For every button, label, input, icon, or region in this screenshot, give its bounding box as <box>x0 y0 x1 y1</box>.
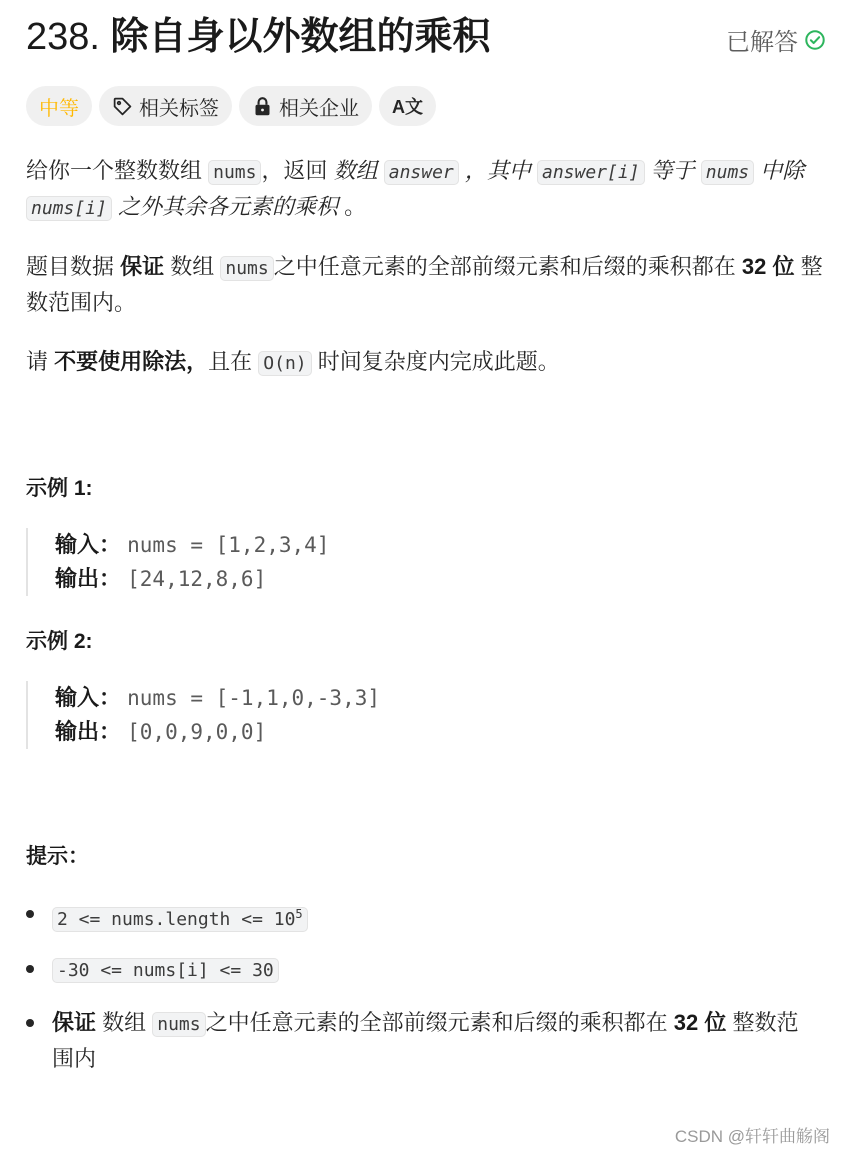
text: 等于 <box>644 158 701 183</box>
bullet <box>26 1019 34 1027</box>
bold-text: 不要使用除法， <box>54 349 209 374</box>
bold-text: 32 位 <box>673 1010 727 1035</box>
inline-code: nums <box>152 1012 205 1037</box>
tag-icon <box>112 96 133 117</box>
problem-name: 除自身以外数组的乘积 <box>110 16 491 58</box>
text: 数组 <box>333 158 384 183</box>
inline-code: nums <box>701 160 754 185</box>
output-value: [24,12,8,6] <box>127 567 267 591</box>
translate-button[interactable] <box>379 86 436 126</box>
output-label: 输出： <box>55 566 122 591</box>
bullet <box>26 965 34 973</box>
text: 数组 <box>96 1010 153 1035</box>
input-value: nums = [-1,1,0,-3,3] <box>127 686 381 710</box>
difficulty-badge[interactable] <box>26 86 92 126</box>
description-paragraph-2 <box>26 250 826 320</box>
example-output-line <box>55 562 329 596</box>
text: 之外其余各元素的乘积 <box>111 194 338 219</box>
example-2-block <box>26 681 380 749</box>
title-row <box>26 12 826 62</box>
difficulty-label: 中等 <box>39 97 79 120</box>
related-companies-label: 相关企业 <box>279 97 359 120</box>
text: 给你一个整数数组 <box>26 158 209 183</box>
problem-number: 238. <box>26 16 100 58</box>
inline-code: answer[i] <box>537 160 645 185</box>
hint-item-3 <box>26 1006 816 1076</box>
inline-code: nums <box>220 256 273 281</box>
text: 整数范围内。 <box>26 254 823 315</box>
text: 题目数据 <box>26 254 121 279</box>
input-value: nums = [1,2,3,4] <box>127 533 330 557</box>
inline-code <box>52 907 308 932</box>
inline-code: answer <box>384 160 459 185</box>
text: 之中任意元素的全部前缀元素和后缀的乘积都在 <box>205 1010 674 1035</box>
tag-bar <box>26 86 436 126</box>
output-label: 输出： <box>55 719 122 744</box>
bold-text: 32 位 <box>741 254 795 279</box>
inline-code: nums <box>208 160 261 185</box>
hints-heading: 提示： <box>26 845 89 868</box>
solved-status <box>726 22 826 57</box>
text: 请 <box>26 349 55 374</box>
description-paragraph-1 <box>26 154 826 226</box>
example-output-line <box>55 715 380 749</box>
text: 数组 <box>164 254 221 279</box>
input-label: 输入： <box>55 685 122 710</box>
text: 中除 <box>754 158 805 183</box>
superscript: 5 <box>295 907 303 921</box>
hint-text: 2 <= nums.length <= 10 <box>57 909 296 930</box>
translate-icon: A文 <box>392 97 423 117</box>
example-2-heading: 示例 2: <box>26 630 93 653</box>
inline-code: O(n) <box>258 351 311 376</box>
text: ，其中 <box>458 158 537 183</box>
bullet <box>26 910 34 918</box>
lock-icon <box>252 96 273 117</box>
input-label: 输入： <box>55 532 122 557</box>
example-1-block <box>26 528 329 596</box>
watermark: CSDN @轩轩曲觞阁 <box>674 1127 830 1146</box>
output-value: [0,0,9,0,0] <box>127 720 267 744</box>
text: ，返回 <box>261 158 334 183</box>
text: 。 <box>337 194 367 219</box>
bold-text: 保证 <box>120 254 165 279</box>
text: 整数范围内 <box>52 1010 799 1071</box>
example-input-line <box>55 528 329 562</box>
problem-title <box>26 12 826 62</box>
example-1-heading: 示例 1: <box>26 477 93 500</box>
hint-item-2 <box>26 952 816 988</box>
text: 时间复杂度内完成此题。 <box>311 349 560 374</box>
solved-label: 已解答 <box>726 29 798 56</box>
hint-item-1 <box>26 897 816 937</box>
description-paragraph-3 <box>26 345 826 381</box>
inline-code: nums[i] <box>26 196 112 221</box>
bold-text: 保证 <box>52 1010 97 1035</box>
text: 之中任意元素的全部前缀元素和后缀的乘积都在 <box>273 254 742 279</box>
example-input-line <box>55 681 380 715</box>
related-companies-button[interactable] <box>239 86 372 126</box>
check-circle-icon <box>804 29 826 51</box>
text: 且在 <box>208 349 259 374</box>
inline-code: -30 <= nums[i] <= 30 <box>52 958 279 983</box>
related-tags-button[interactable] <box>99 86 232 126</box>
related-tags-label: 相关标签 <box>139 97 219 120</box>
